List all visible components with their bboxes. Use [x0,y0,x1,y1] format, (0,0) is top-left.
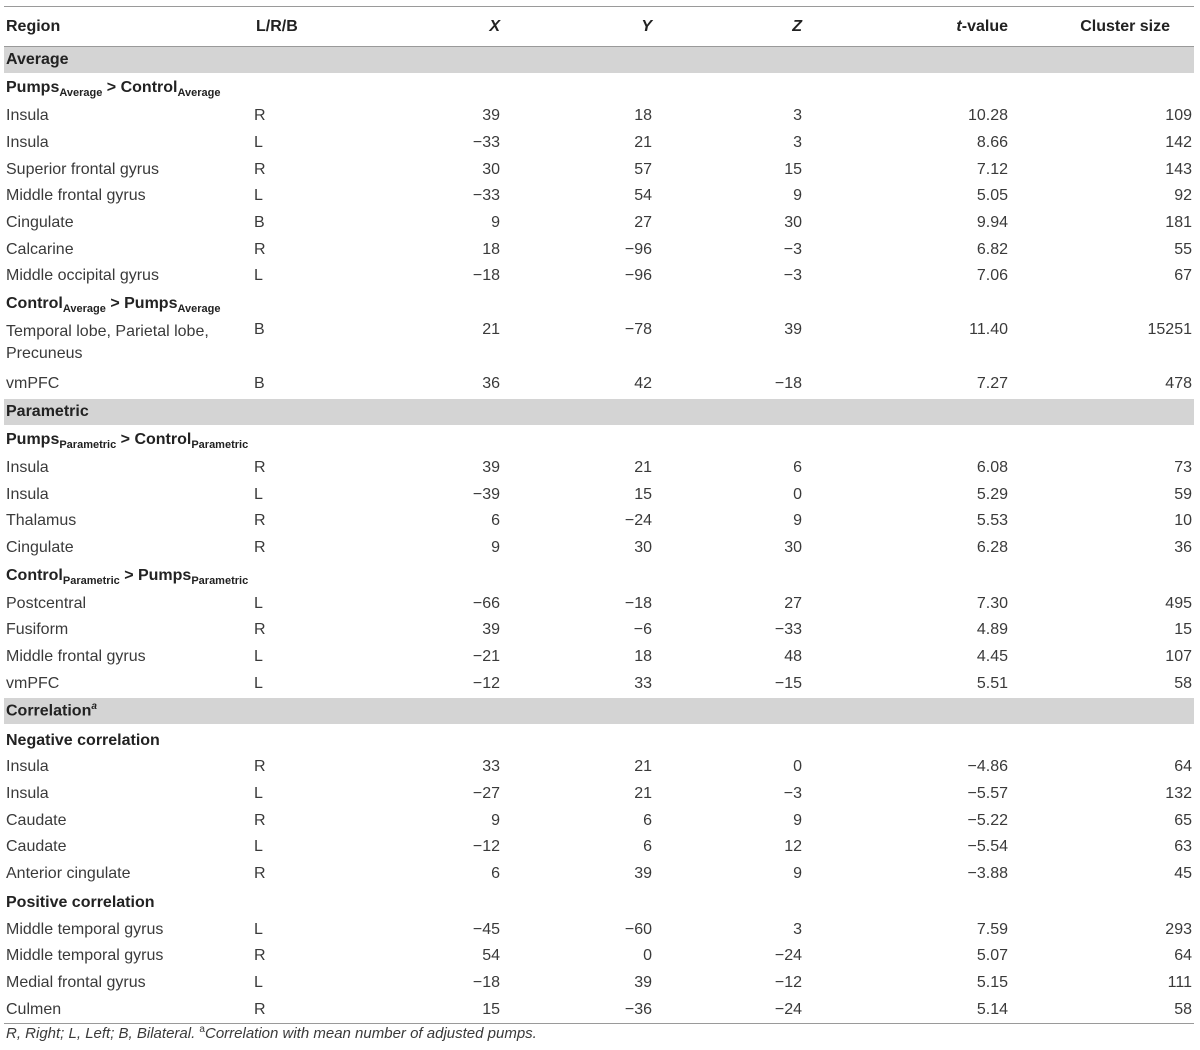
table-row [4,103,1194,130]
subheading-label: Control$_{Average}$ > Pumps$_{Average}$ [6,295,221,316]
z-cell: 0 [793,758,802,776]
side-cell: B [254,214,265,232]
table-row [4,997,1194,1024]
x-cell: 9 [491,538,500,556]
z-cell: 30 [784,214,802,232]
x-cell: 39 [482,458,500,476]
subheading-label: Negative correlation [6,731,160,749]
region-cell: Insula [6,458,49,476]
table-row [4,455,1194,482]
region-cell: Culmen [4,997,252,1024]
x-cell: 9 [491,214,500,232]
z-cell: −3 [783,785,802,803]
region-cell: Middle temporal gyrus [6,947,164,965]
subheading-pumps-gt-control-parametric [4,425,1194,455]
subheading-pumps-gt-control-average [4,74,1194,104]
col-header-z: Z [654,7,804,47]
side-cell: R [254,947,266,965]
subheading-negative-correlation [4,725,1194,755]
cluster-size-cell: 67 [1174,267,1192,285]
y-cell: 21 [634,785,652,803]
region-cell: Temporal lobe, Parietal lobe, Precuneus [6,322,209,362]
x-cell: 6 [491,512,500,530]
region-cell: Insula [6,485,49,503]
side-cell: L [254,647,263,665]
cluster-size-cell: 58 [1010,997,1194,1024]
z-cell: 9 [793,187,802,205]
region-cell: Medial frontal gyrus [6,974,146,992]
z-cell: 9 [793,865,802,883]
x-cell: 30 [482,160,500,178]
cluster-size-cell: 107 [1165,647,1192,665]
y-cell: −36 [502,997,654,1024]
cluster-size-cell: 293 [1165,920,1192,938]
y-cell: 30 [634,538,652,556]
t-value-cell: 5.07 [976,947,1008,965]
section-average [4,47,1194,74]
z-cell: 9 [793,811,802,829]
y-cell: 54 [634,187,652,205]
cluster-size-cell: 36 [1174,538,1192,556]
region-cell: Thalamus [6,512,77,530]
side-cell: R [254,240,266,258]
results-table [4,6,1194,1024]
side-cell: B [254,320,265,338]
table-row [4,754,1194,781]
y-cell: 57 [634,160,652,178]
cluster-size-cell: 64 [1174,947,1192,965]
region-cell: vmPFC [6,674,60,692]
cluster-size-cell: 109 [1165,107,1192,125]
x-cell: −33 [472,187,500,205]
z-cell: −18 [774,375,802,393]
x-cell: −33 [472,134,500,152]
region-cell: Cingulate [6,538,74,556]
col-header-lrb: L/R/B [252,7,352,47]
cluster-size-cell: 15 [1174,621,1192,639]
table-row [4,781,1194,808]
table-row [4,481,1194,508]
region-cell: Anterior cingulate [6,865,131,883]
z-cell: 12 [784,838,802,856]
side-cell: R [254,538,266,556]
region-cell: Middle temporal gyrus [6,920,164,938]
t-value-cell: 7.27 [976,375,1008,393]
y-cell: −24 [624,512,652,530]
region-cell: Insula [6,134,49,152]
z-cell: −24 [774,947,802,965]
section-label: Average [4,47,1194,74]
t-value-cell: 9.94 [976,214,1008,232]
region-cell: Insula [6,785,49,803]
x-cell: −39 [472,485,500,503]
cluster-size-cell: 143 [1165,160,1192,178]
x-cell: −45 [472,920,500,938]
region-cell: Superior frontal gyrus [6,160,159,178]
region-cell: Insula [6,758,49,776]
section-label: Parametric [4,398,1194,425]
col-header-x: X [352,7,502,47]
table-footnote: R, Right; L, Left; B, Bilateral. $^a$Correlation with mean number of adjusted pumps. [6,1024,537,1042]
table-row [4,617,1194,644]
side-cell: L [254,974,263,992]
t-value-cell: 5.05 [976,187,1008,205]
t-value-cell: 5.14 [804,997,1010,1024]
side-cell: L [254,485,263,503]
t-value-cell: −4.86 [967,758,1008,776]
x-cell: −27 [472,785,500,803]
cluster-size-cell: 64 [1174,758,1192,776]
cluster-size-cell: 55 [1174,240,1192,258]
side-cell: R [254,621,266,639]
table-row [4,371,1194,398]
table-row [4,535,1194,562]
side-cell: R [254,865,266,883]
col-header-t-value: t-value [804,7,1010,47]
t-value-cell: 11.40 [969,320,1008,338]
x-cell: −12 [472,674,500,692]
side-cell: L [254,187,263,205]
z-cell: −24 [654,997,804,1024]
x-cell: −12 [472,838,500,856]
subheading-positive-correlation [4,887,1194,916]
region-cell: Middle frontal gyrus [6,647,146,665]
subheading-label: Control$_{Parametric}$ > Pumps$_{Parametric}$ [6,566,249,587]
t-value-cell: 5.53 [976,512,1008,530]
side-cell: L [254,920,263,938]
x-cell: 9 [491,811,500,829]
region-cell: vmPFC [6,375,60,393]
t-value-cell: 7.30 [976,594,1008,612]
y-cell: −96 [624,240,652,258]
cluster-size-cell: 45 [1174,865,1192,883]
t-value-cell: 4.89 [976,621,1008,639]
table-row [4,263,1194,290]
side-cell: R [252,997,352,1024]
z-cell: 30 [784,538,802,556]
table-row [4,156,1194,183]
section-correlation [4,698,1194,725]
subheading-control-gt-pumps-parametric [4,561,1194,590]
t-value-cell: 5.29 [976,485,1008,503]
z-cell: 6 [793,458,802,476]
group-pumps-parametric [4,455,1194,562]
group-negative-correlation [4,754,1194,887]
table-row [4,183,1194,210]
side-cell: R [254,458,266,476]
side-cell: B [254,375,265,393]
z-cell: 39 [784,320,802,338]
y-cell: 15 [634,485,652,503]
y-cell: 42 [634,375,652,393]
side-cell: L [254,838,263,856]
group-positive-correlation [4,916,1194,1023]
y-cell: −6 [633,621,652,639]
region-cell: Middle frontal gyrus [6,187,146,205]
y-cell: 39 [634,974,652,992]
x-cell: 6 [491,865,500,883]
table-row [4,508,1194,535]
x-cell: −21 [472,647,500,665]
z-cell: 27 [784,594,802,612]
table-row [4,670,1194,697]
region-cell: Fusiform [6,621,69,639]
y-cell: 21 [634,758,652,776]
t-value-cell: 5.51 [976,674,1008,692]
z-cell: −3 [783,267,802,285]
t-value-cell: 7.06 [976,267,1008,285]
x-cell: −18 [472,267,500,285]
side-cell: R [254,107,266,125]
region-cell: Caudate [6,838,67,856]
y-cell: 33 [634,674,652,692]
y-cell: 21 [634,134,652,152]
y-cell: 39 [634,865,652,883]
table-row [4,319,1194,371]
table-row [4,807,1194,834]
side-cell: R [254,512,266,530]
z-cell: −12 [774,974,802,992]
subheading-label: Pumps$_{Parametric}$ > Control$_{Parametric}$ [6,430,249,452]
t-value-cell: 7.12 [976,160,1008,178]
cluster-size-cell: 73 [1174,458,1192,476]
t-value-cell: −3.88 [967,865,1008,883]
subheading-label: Pumps$_{Average}$ > Control$_{Average}$ [6,79,221,100]
region-cell: Postcentral [6,594,87,612]
side-cell: R [254,160,266,178]
cluster-size-cell: 15251 [1147,320,1192,338]
z-cell: 0 [793,485,802,503]
side-cell: L [254,674,263,692]
table-row [4,916,1194,943]
t-value-cell: 6.28 [976,538,1008,556]
cluster-size-cell: 495 [1165,594,1192,612]
x-cell: 21 [482,320,500,338]
side-cell: L [254,134,263,152]
group-control-parametric [4,590,1194,697]
z-cell: −15 [774,674,802,692]
cluster-size-cell: 478 [1165,375,1192,393]
cluster-size-cell: 10 [1174,512,1192,530]
y-cell: 18 [634,647,652,665]
z-cell: 9 [793,512,802,530]
z-cell: −3 [783,240,802,258]
t-value-cell: 6.08 [976,458,1008,476]
y-cell: −60 [624,920,652,938]
y-cell: 21 [634,458,652,476]
side-cell: L [254,785,263,803]
t-value-cell: −5.54 [967,838,1008,856]
cluster-size-cell: 59 [1174,485,1192,503]
y-cell: 27 [634,214,652,232]
t-value-cell: 5.15 [976,974,1008,992]
region-cell: Insula [6,107,49,125]
table-row [4,943,1194,970]
region-cell: Calcarine [6,240,74,258]
side-cell: R [254,811,266,829]
y-cell: −96 [624,267,652,285]
x-cell: 33 [482,758,500,776]
x-cell: 18 [482,240,500,258]
table-row [4,210,1194,237]
t-value-cell: 6.82 [976,240,1008,258]
section-parametric [4,398,1194,425]
table-row [4,590,1194,617]
t-value-cell: 7.59 [976,920,1008,938]
z-cell: 48 [784,647,802,665]
group-control-average [4,319,1194,398]
header-row [4,7,1194,47]
col-header-y: Y [502,7,654,47]
y-cell: 0 [643,947,652,965]
table-row [4,861,1194,888]
x-cell: −18 [472,974,500,992]
cluster-size-cell: 92 [1174,187,1192,205]
region-cell: Caudate [6,811,67,829]
z-cell: 3 [793,107,802,125]
group-pumps-average [4,103,1194,290]
t-value-cell: 8.66 [976,134,1008,152]
y-cell: −78 [624,320,652,338]
x-cell: 39 [482,621,500,639]
table-row [4,236,1194,263]
t-value-cell: −5.57 [967,785,1008,803]
cluster-size-cell: 142 [1165,134,1192,152]
cluster-size-cell: 181 [1165,214,1192,232]
col-header-region: Region [4,7,252,47]
subheading-control-gt-pumps-average [4,290,1194,319]
y-cell: 6 [643,838,652,856]
cluster-size-cell: 111 [1167,974,1192,992]
side-cell: R [254,758,266,776]
cluster-size-cell: 132 [1165,785,1192,803]
x-cell: −66 [472,594,500,612]
y-cell: −18 [624,594,652,612]
x-cell: 15 [352,997,502,1024]
z-cell: 15 [784,160,802,178]
z-cell: −33 [774,621,802,639]
table-row [4,130,1194,157]
z-cell: 3 [793,134,802,152]
region-cell: Cingulate [6,214,74,232]
cluster-size-cell: 65 [1174,811,1192,829]
y-cell: 18 [634,107,652,125]
side-cell: L [254,267,263,285]
table-row [4,834,1194,861]
t-value-cell: 4.45 [976,647,1008,665]
t-value-cell: −5.22 [967,811,1008,829]
cluster-size-cell: 58 [1174,674,1192,692]
table-row [4,644,1194,671]
side-cell: L [254,594,263,612]
y-cell: 6 [643,811,652,829]
z-cell: 3 [793,920,802,938]
region-cell: Middle occipital gyrus [6,267,159,285]
col-header-cluster-size: Cluster size [1010,7,1194,47]
t-value-cell: 10.28 [967,107,1008,125]
subheading-label: Positive correlation [6,893,155,911]
x-cell: 36 [482,375,500,393]
cluster-size-cell: 63 [1174,838,1192,856]
table-row [4,970,1194,997]
x-cell: 54 [482,947,500,965]
section-label: Correlation$^a$ [4,698,1194,725]
x-cell: 39 [482,107,500,125]
